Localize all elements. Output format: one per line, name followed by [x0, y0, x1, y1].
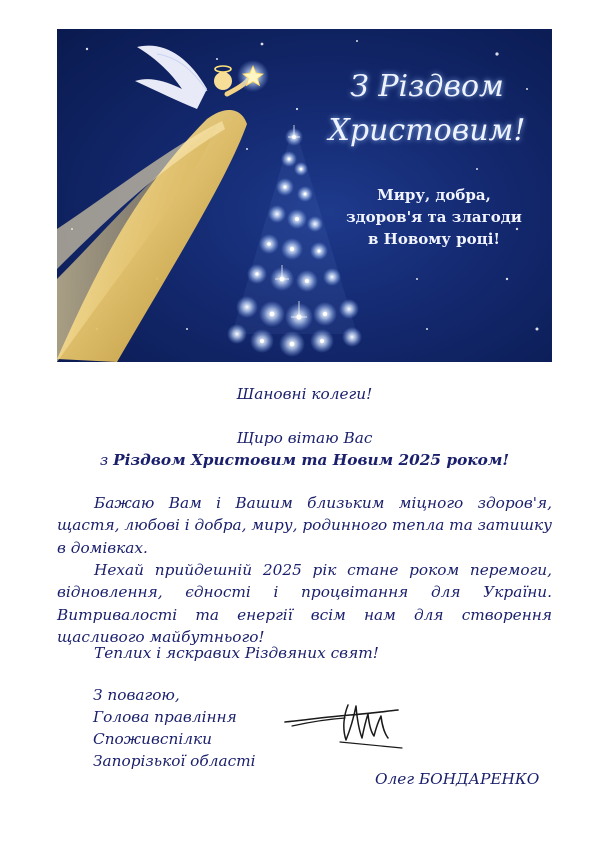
signature-line4: Запорізької області	[93, 752, 256, 770]
paragraph-1: Бажаю Вам і Вашим близьким міцного здоров'я, щастя, любові і добра, миру, родинного тепла та затишку в домівках.	[57, 494, 552, 557]
salutation: Шановні колеги!	[236, 385, 373, 403]
signer-name: Олег БОНДАРЕНКО	[375, 770, 540, 788]
card-title-line1: З Різдвом	[350, 69, 504, 104]
greeting-prefix: з	[99, 451, 114, 469]
signature-line3: Споживспілки	[93, 730, 212, 748]
card-wish-line2: здоров'я та злагоди	[346, 208, 522, 226]
handwritten-signature	[280, 700, 410, 760]
greeting-line1: Щиро вітаю Вас	[236, 429, 373, 447]
signature-line2: Голова правління	[93, 708, 237, 726]
angel-icon	[57, 46, 249, 362]
greeting-bold: Різдвом Христовим та Новим 2025 роком!	[113, 451, 510, 469]
greeting-line2	[57, 449, 552, 471]
greeting-card-image	[57, 29, 552, 362]
card-title-line2: Христовим!	[328, 113, 526, 148]
paragraph-3: Теплих і яскравих Різдвяних свят!	[94, 644, 379, 662]
paragraph-2: Нехай прийдешній 2025 рік стане роком перемоги, відновлення, єдності і процвітання для України. Витривалості та енергії всім нам для створення щасливого майбутнього!	[57, 561, 552, 646]
signature-line1: З повагою,	[93, 686, 180, 704]
card-wish-line1: Миру, добра,	[377, 186, 491, 204]
card-wish-line3: в Новому році!	[368, 230, 500, 248]
star-icon	[237, 60, 269, 92]
